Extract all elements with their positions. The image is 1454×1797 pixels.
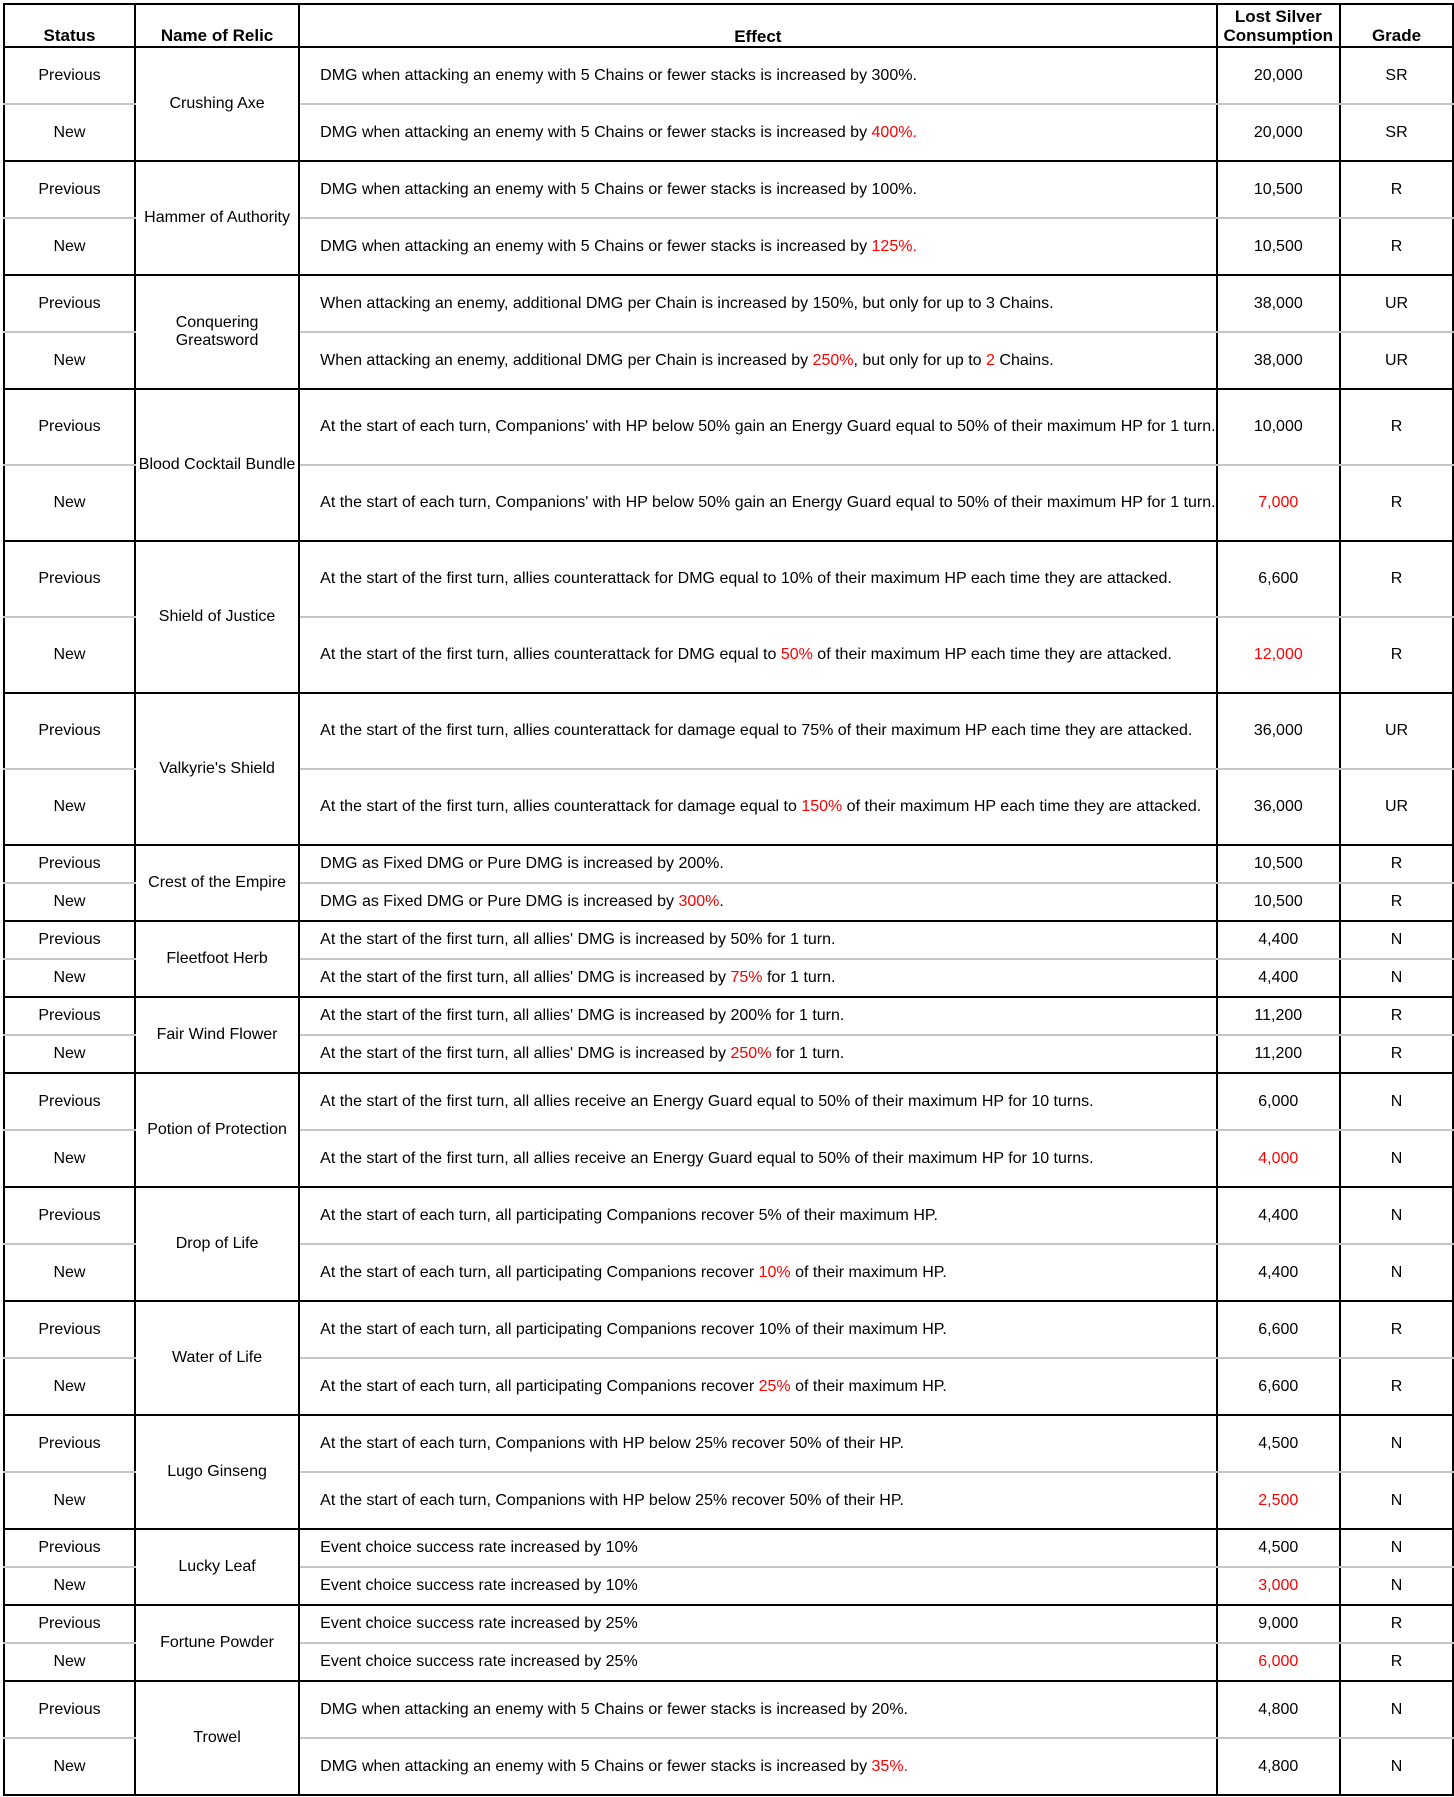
relic-row-previous [4,1301,1453,1358]
cost-text: 36,000 [1253,722,1303,739]
status-cell: New [4,1130,135,1187]
effect-text: At the start of the first turn, all allies' DMG is increased by 200% for 1 turn. [320,1007,845,1024]
relic-row-previous [4,1681,1453,1738]
status-cell: Previous [4,1073,135,1130]
effect-text: At the start of each turn, all participating Companions recover [320,1263,759,1281]
status-cell: New [4,104,135,161]
relic-name-cell: Crest of the Empire [135,845,299,921]
effect-text: Event choice success rate increased by 25% [320,1615,638,1632]
changed-value-text: 50% [780,646,813,663]
grade-cell: N [1340,1130,1453,1187]
cost-cell [1217,275,1340,332]
cost-cell [1217,997,1340,1035]
effect-column-header: Effect [299,4,1216,47]
status-cell: New [4,332,135,389]
changed-value-text: 250% [730,1045,772,1062]
grade-cell: R [1340,883,1453,921]
grade-cell: R [1340,1358,1453,1415]
status-cell: New [4,617,135,693]
effect-text: Chains. [994,351,1054,369]
status-cell: Previous [4,921,135,959]
changed-value-text: 125%. [871,237,917,255]
grade-cell: UR [1340,693,1453,769]
effect-text: DMG when attacking an enemy with 5 Chains or fewer stacks is increased by 20%. [320,1700,908,1718]
status-cell: New [4,1472,135,1529]
status-cell: Previous [4,47,135,104]
effect-text: Event choice success rate increased by 10% [320,1577,638,1594]
grade-cell: R [1340,997,1453,1035]
effect-text: for 1 turn. [771,1045,845,1062]
cost-text: 4,800 [1258,1757,1299,1775]
effect-text: At the start of each turn, all participating Companions recover 5% of their maximum HP. [320,1206,938,1224]
cost-cell [1217,921,1340,959]
relic-name-cell: Trowel [135,1681,299,1795]
cost-text: 4,800 [1258,1700,1299,1718]
relic-name-cell: Water of Life [135,1301,299,1415]
changed-cost-text: 2,500 [1258,1491,1299,1509]
status-cell: Previous [4,1681,135,1738]
cost-cell [1217,1130,1340,1187]
status-cell: New [4,1244,135,1301]
effect-text: of their maximum HP. [790,1263,947,1281]
effect-cell [299,883,1216,921]
effect-cell [299,541,1216,617]
status-cell: Previous [4,541,135,617]
relic-name-cell: Lugo Ginseng [135,1415,299,1529]
cost-text: 4,400 [1258,1206,1299,1224]
relic-name-cell: Fleetfoot Herb [135,921,299,997]
relic-row-previous [4,1073,1453,1130]
cost-text: 20,000 [1253,66,1303,84]
relic-name-cell: Drop of Life [135,1187,299,1301]
relic-row-previous [4,47,1453,104]
effect-text: Event choice success rate increased by 25% [320,1653,638,1670]
effect-cell [299,1643,1216,1681]
effect-cell [299,104,1216,161]
cost-cell [1217,693,1340,769]
effect-cell [299,997,1216,1035]
effect-text: of their maximum HP each time they are attacked. [812,646,1172,663]
effect-text: At the start of each turn, all participating Companions recover 10% of their maximum HP. [320,1320,947,1338]
status-cell: Previous [4,693,135,769]
grade-cell: R [1340,845,1453,883]
cost-cell [1217,1472,1340,1529]
changed-value-text: 10% [758,1263,791,1281]
effect-cell [299,617,1216,693]
relic-row-previous [4,1415,1453,1472]
cost-cell [1217,1187,1340,1244]
grade-cell: N [1340,959,1453,997]
relic-row-previous [4,275,1453,332]
status-cell: New [4,1035,135,1073]
effect-text: . [719,893,724,910]
effect-text: DMG when attacking an enemy with 5 Chains or fewer stacks is increased by [320,1757,872,1775]
cost-cell [1217,1567,1340,1605]
grade-cell: N [1340,1681,1453,1738]
effect-text: At the start of each turn, all participating Companions recover [320,1377,759,1395]
grade-cell: R [1340,1605,1453,1643]
grade-cell: N [1340,1187,1453,1244]
effect-cell [299,1073,1216,1130]
cost-cell [1217,1643,1340,1681]
effect-cell [299,161,1216,218]
relic-row-previous [4,389,1453,465]
relic-name-cell: Fortune Powder [135,1605,299,1681]
status-cell: New [4,769,135,845]
relic-name-cell: Fair Wind Flower [135,997,299,1073]
grade-column-header: Grade [1340,4,1453,47]
effect-text: When attacking an enemy, additional DMG per Chain is increased by 150%, but only for up to 3 Chains. [320,294,1054,312]
cost-text: 11,200 [1254,1045,1303,1062]
cost-text: 20,000 [1253,123,1303,141]
effect-cell [299,1130,1216,1187]
effect-cell [299,218,1216,275]
grade-cell: UR [1340,332,1453,389]
effect-cell [299,1681,1216,1738]
cost-header-line-1: Lost Silver [1234,6,1322,26]
cost-cell [1217,332,1340,389]
grade-cell: N [1340,1738,1453,1795]
changed-cost-text: 4,000 [1258,1149,1299,1167]
status-cell: New [4,1358,135,1415]
grade-cell: N [1340,1472,1453,1529]
status-cell: Previous [4,1301,135,1358]
status-cell: New [4,1738,135,1795]
cost-cell [1217,47,1340,104]
grade-cell: N [1340,1415,1453,1472]
effect-cell [299,1472,1216,1529]
effect-cell [299,1035,1216,1073]
effect-text: At the start of the first turn, all allies' DMG is increased by [320,969,731,986]
effect-cell [299,465,1216,541]
effect-text: At the start of the first turn, all allies' DMG is increased by 50% for 1 turn. [320,931,836,948]
status-column-header: Status [4,4,135,47]
changed-value-text: 400%. [871,123,917,141]
changed-cost-text: 7,000 [1258,494,1299,511]
grade-cell: N [1340,1567,1453,1605]
status-cell: Previous [4,1187,135,1244]
cost-cell [1217,161,1340,218]
effect-text: At the start of the first turn, allies counterattack for damage equal to [320,798,802,815]
effect-cell [299,332,1216,389]
cost-cell [1217,1244,1340,1301]
cost-text: 4,400 [1258,969,1299,986]
effect-cell [299,1244,1216,1301]
cost-header-line-2: Consumption [1223,25,1334,45]
grade-cell: R [1340,1301,1453,1358]
grade-cell: R [1340,389,1453,465]
effect-cell [299,1415,1216,1472]
cost-text: 4,500 [1258,1539,1299,1556]
changed-cost-text: 3,000 [1258,1577,1299,1594]
effect-text: At the start of the first turn, allies counterattack for DMG equal to [320,646,781,663]
cost-cell [1217,1358,1340,1415]
effect-cell [299,1605,1216,1643]
changed-value-text: 300% [678,893,720,910]
status-cell: Previous [4,1415,135,1472]
effect-cell [299,845,1216,883]
grade-cell: UR [1340,769,1453,845]
grade-cell: R [1340,617,1453,693]
changed-value-text: 2 [986,351,995,369]
cost-cell [1217,1681,1340,1738]
relic-changes-sheet [3,3,1454,1796]
relic-name-cell: Potion of Protection [135,1073,299,1187]
status-cell: Previous [4,389,135,465]
effect-text: of their maximum HP. [790,1377,947,1395]
status-cell: Previous [4,997,135,1035]
cost-cell [1217,465,1340,541]
changed-value-text: 35%. [871,1757,908,1775]
cost-text: 38,000 [1253,351,1303,369]
cost-text: 9,000 [1258,1615,1299,1632]
effect-cell [299,1358,1216,1415]
status-cell: New [4,959,135,997]
changed-cost-text: 12,000 [1253,646,1303,663]
cost-cell [1217,1738,1340,1795]
status-cell: Previous [4,161,135,218]
status-cell: Previous [4,845,135,883]
effect-text: DMG when attacking an enemy with 5 Chains or fewer stacks is increased by 300%. [320,66,917,84]
cost-text: 10,500 [1253,855,1303,872]
grade-cell: N [1340,921,1453,959]
cost-cell [1217,541,1340,617]
cost-text: 4,400 [1258,1263,1299,1281]
cost-cell [1217,1529,1340,1567]
status-cell: Previous [4,275,135,332]
status-cell: New [4,465,135,541]
cost-text: 38,000 [1253,294,1303,312]
relic-name-cell: Conquering Greatsword [135,275,299,389]
relic-row-previous [4,921,1453,959]
relic-name-cell: Shield of Justice [135,541,299,693]
cost-text: 11,200 [1254,1007,1303,1024]
relic-row-previous [4,1605,1453,1643]
effect-text: DMG when attacking an enemy with 5 Chains or fewer stacks is increased by [320,237,872,255]
cost-column-header [1217,4,1340,47]
grade-cell: SR [1340,47,1453,104]
cost-text: 10,500 [1253,180,1303,198]
cost-cell [1217,959,1340,997]
effect-cell [299,959,1216,997]
relic-row-previous [4,997,1453,1035]
effect-text: DMG when attacking an enemy with 5 Chains or fewer stacks is increased by 100%. [320,180,917,198]
changed-value-text: 75% [730,969,763,986]
cost-cell [1217,883,1340,921]
effect-text: At the start of the first turn, all allies' DMG is increased by [320,1045,731,1062]
status-cell: New [4,218,135,275]
grade-cell: SR [1340,104,1453,161]
effect-text: , but only for up to [853,351,987,369]
grade-cell: R [1340,1035,1453,1073]
effect-text: At the start of the first turn, allies counterattack for damage equal to 75% of their maximum HP each time they are attacked. [320,722,1193,739]
grade-cell: R [1340,1643,1453,1681]
cost-cell [1217,104,1340,161]
relic-name-cell: Blood Cocktail Bundle [135,389,299,541]
effect-cell [299,1187,1216,1244]
cost-cell [1217,845,1340,883]
effect-text: DMG as Fixed DMG or Pure DMG is increased by [320,893,679,910]
status-cell: Previous [4,1529,135,1567]
header-row [4,4,1453,47]
changed-value-text: 150% [801,798,843,815]
relic-name-cell: Crushing Axe [135,47,299,161]
effect-text: At the start of each turn, Companions' with HP below 50% gain an Energy Guard equal to 50% of their maximum HP for 1 turn. [320,418,1216,435]
effect-cell [299,769,1216,845]
cost-text: 6,600 [1258,1320,1299,1338]
relic-row-previous [4,693,1453,769]
effect-cell [299,275,1216,332]
effect-text: When attacking an enemy, additional DMG per Chain is increased by [320,351,813,369]
relic-rows [4,47,1453,1795]
cost-cell [1217,1035,1340,1073]
cost-text: 10,500 [1253,893,1303,910]
grade-cell: UR [1340,275,1453,332]
cost-cell [1217,389,1340,465]
changed-value-text: 250% [812,351,854,369]
effect-text: At the start of each turn, Companions' with HP below 50% gain an Energy Guard equal to 50% of their maximum HP for 1 turn. [320,494,1216,511]
grade-cell: R [1340,465,1453,541]
relic-name-cell: Hammer of Authority [135,161,299,275]
effect-text: DMG as Fixed DMG or Pure DMG is increased by 200%. [320,855,724,872]
relic-name-cell: Valkyrie's Shield [135,693,299,845]
cost-text: 10,500 [1253,237,1303,255]
effect-cell [299,693,1216,769]
effect-cell [299,389,1216,465]
cost-cell [1217,1415,1340,1472]
effect-cell [299,47,1216,104]
effect-cell [299,1738,1216,1795]
cost-text: 4,400 [1258,931,1299,948]
grade-cell: R [1340,161,1453,218]
effect-cell [299,921,1216,959]
status-cell: Previous [4,1605,135,1643]
effect-text: for 1 turn. [762,969,836,986]
grade-cell: N [1340,1073,1453,1130]
effect-text: At the start of each turn, Companions with HP below 25% recover 50% of their HP. [320,1434,904,1452]
relic-changes-table [3,3,1454,1796]
changed-value-text: 25% [758,1377,791,1395]
cost-cell [1217,1073,1340,1130]
relic-row-previous [4,161,1453,218]
grade-cell: R [1340,541,1453,617]
effect-text: At the start of the first turn, all allies receive an Energy Guard equal to 50% of their maximum HP for 10 turns. [320,1149,1094,1167]
cost-text: 6,600 [1258,570,1299,587]
name-column-header: Name of Relic [135,4,299,47]
effect-text: At the start of each turn, Companions with HP below 25% recover 50% of their HP. [320,1491,904,1509]
effect-text: At the start of the first turn, all allies receive an Energy Guard equal to 50% of their maximum HP for 10 turns. [320,1092,1094,1110]
changed-cost-text: 6,000 [1258,1653,1299,1670]
relic-row-previous [4,541,1453,617]
effect-text: of their maximum HP each time they are attacked. [842,798,1202,815]
cost-cell [1217,218,1340,275]
effect-text: Event choice success rate increased by 10% [320,1539,638,1556]
cost-cell [1217,1605,1340,1643]
status-cell: New [4,1567,135,1605]
effect-text: At the start of the first turn, allies counterattack for DMG equal to 10% of their maximum HP each time they are attacked. [320,570,1172,587]
cost-cell [1217,1301,1340,1358]
relic-row-previous [4,1187,1453,1244]
effect-cell [299,1301,1216,1358]
cost-text: 10,000 [1253,418,1303,435]
effect-cell [299,1529,1216,1567]
effect-text: DMG when attacking an enemy with 5 Chains or fewer stacks is increased by [320,123,872,141]
cost-text: 6,000 [1258,1092,1299,1110]
relic-row-previous [4,845,1453,883]
status-cell: New [4,1643,135,1681]
status-cell: New [4,883,135,921]
grade-cell: R [1340,218,1453,275]
cost-text: 36,000 [1253,798,1303,815]
effect-cell [299,1567,1216,1605]
cost-text: 6,600 [1258,1377,1299,1395]
grade-cell: N [1340,1244,1453,1301]
cost-text: 4,500 [1258,1434,1299,1452]
cost-cell [1217,617,1340,693]
grade-cell: N [1340,1529,1453,1567]
relic-row-previous [4,1529,1453,1567]
relic-name-cell: Lucky Leaf [135,1529,299,1605]
cost-cell [1217,769,1340,845]
